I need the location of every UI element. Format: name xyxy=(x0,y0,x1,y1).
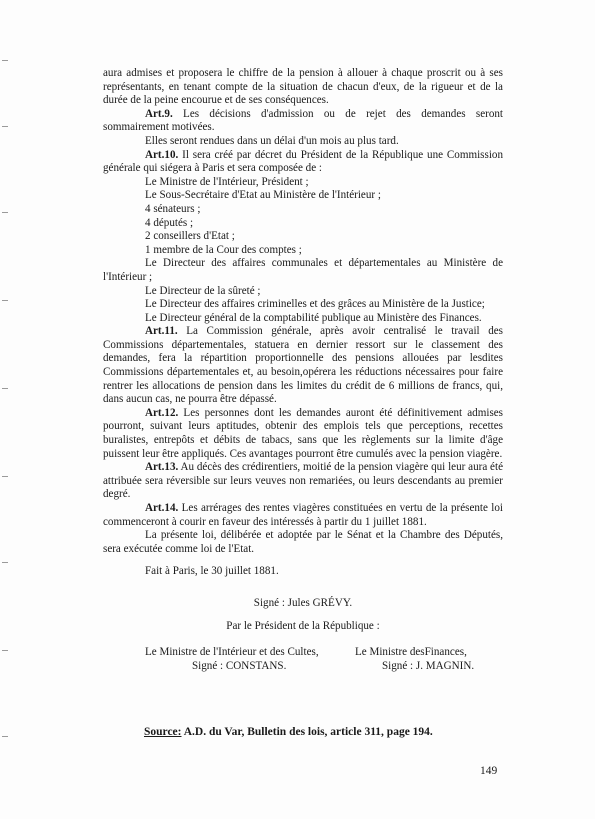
article-9-text: Les décisions d'admission ou de rejet des demandes seront sommairement motivées. xyxy=(103,107,503,134)
paragraph-pension-proposal: aura admises et proposera le chiffre de la pension à allouer à chaque proscrit ou à ses représentants, en tenant compte de la situation de chacun d'eux, de la rigueur et de la durée de la peine encourue et de ses conséquences. xyxy=(103,67,503,107)
article-9 xyxy=(103,108,503,135)
interior-minister-name: Signé : CONSTANS. xyxy=(192,659,287,672)
scan-edge-mark xyxy=(2,60,8,61)
finance-minister-name: Signé : J. MAGNIN. xyxy=(382,659,475,672)
president-signature: Signé : Jules GRÉVY. xyxy=(253,596,353,609)
paragraph-loi-executee: La présente loi, délibérée et adoptée par le Sénat et la Chambre des Députés, sera exécutée comme loi de l'Etat. xyxy=(103,529,503,555)
article-14-text: Les arrérages des rentes viagères constituées en vertu de la présente loi commenceront à courir en faveur des intéressés à partir du 1 juillet 1881. xyxy=(103,502,503,528)
commission-member: Le Directeur des affaires communales et départementales au Ministère de l'Intérieur ; xyxy=(103,257,503,283)
interior-minister-signature xyxy=(145,646,345,673)
scan-edge-mark xyxy=(2,562,8,563)
page-number: 149 xyxy=(480,765,498,777)
article-10-text: Il sera créé par décret du Président de la République une Commission générale qui siégera à Paris et sera composée de : xyxy=(103,148,503,175)
par-le-president: Par le Président de la République : xyxy=(226,619,380,632)
commission-member: 4 sénateurs ; xyxy=(145,202,201,215)
source-citation xyxy=(144,726,474,738)
article-11 xyxy=(103,325,503,407)
article-12-text: Les personnes dont les demandes auront été définitivement admises pourront, suivant leurs aptitudes, obtenir des emplois tels que perceptions, recettes buralistes, entrepôts et débits de tabacs, sans que les règlements sur la limite d'âge puissent leur être appliqués. Ces avantages pourront être cumulés avec la pension viagère. xyxy=(103,406,503,460)
finance-minister-signature xyxy=(355,646,515,673)
article-11-text: La Commission générale, après avoir centralisé le travail des Commissions départementales, statuera en dernier ressort sur le classement des demandes, fera la répartition proportionnelle des pensions allouées par lesdites Commissions départementales et, au besoin,opérera les réductions nécessaires pour faire rentrer les allocations de pension dans les limites du crédit de 6 millions de francs, qui, dans aucun cas, ne pourra être dépassé. xyxy=(103,325,503,406)
minister-signatures xyxy=(103,646,503,676)
commission-member: 4 députés ; xyxy=(145,216,194,229)
article-12-label: Art.12. xyxy=(145,406,179,419)
commission-member: 1 membre de la Cour des comptes ; xyxy=(145,243,302,256)
article-14 xyxy=(103,502,503,529)
document-body xyxy=(103,67,503,676)
commission-member: Le Ministre de l'Intérieur, Président ; xyxy=(145,175,309,188)
interior-minister-title: Le Ministre de l'Intérieur et des Cultes, xyxy=(145,646,319,659)
article-14-label: Art.14. xyxy=(145,502,179,514)
paragraph-delai: Elles seront rendues dans un délai d'un mois au plus tard. xyxy=(145,134,399,147)
scan-edge-mark xyxy=(2,212,8,213)
article-10 xyxy=(103,149,503,176)
scan-edge-mark xyxy=(2,650,8,651)
scan-edge-mark xyxy=(2,126,8,127)
scan-edge-mark xyxy=(2,388,8,389)
article-11-label: Art.11. xyxy=(145,325,178,338)
scan-edge-mark xyxy=(2,736,8,737)
commission-member: Le Directeur de la sûreté ; xyxy=(145,284,261,297)
source-text: A.D. du Var, Bulletin des lois, article 311, page 194. xyxy=(181,726,433,738)
finance-minister-title: Le Ministre desFinances, xyxy=(355,646,467,659)
commission-member: Le Sous-Secrétaire d'Etat au Ministère de l'Intérieur ; xyxy=(145,189,381,202)
commission-member: 2 conseillers d'Etat ; xyxy=(145,230,235,243)
article-9-label: Art.9. xyxy=(145,107,173,120)
article-13 xyxy=(103,461,503,502)
source-label: Source: xyxy=(144,726,182,738)
scan-edge-mark xyxy=(2,300,8,301)
article-10-label: Art.10. xyxy=(145,148,179,161)
date-line: Fait à Paris, le 30 juillet 1881. xyxy=(145,565,279,578)
commission-member: Le Directeur général de la comptabilité publique au Ministère des Finances. xyxy=(145,311,482,324)
article-13-text: Au décès des crédirentiers, moitié de la pension viagère qui leur aura été attribuée sera réversible sur leurs veuves non remariées, ou leurs descendants au premier degré. xyxy=(103,461,503,501)
article-12 xyxy=(103,407,503,461)
article-13-label: Art.13. xyxy=(145,461,179,474)
scan-edge-mark xyxy=(2,476,8,477)
commission-member: Le Directeur des affaires criminelles et des grâces au Ministère de la Justice; xyxy=(145,298,485,311)
